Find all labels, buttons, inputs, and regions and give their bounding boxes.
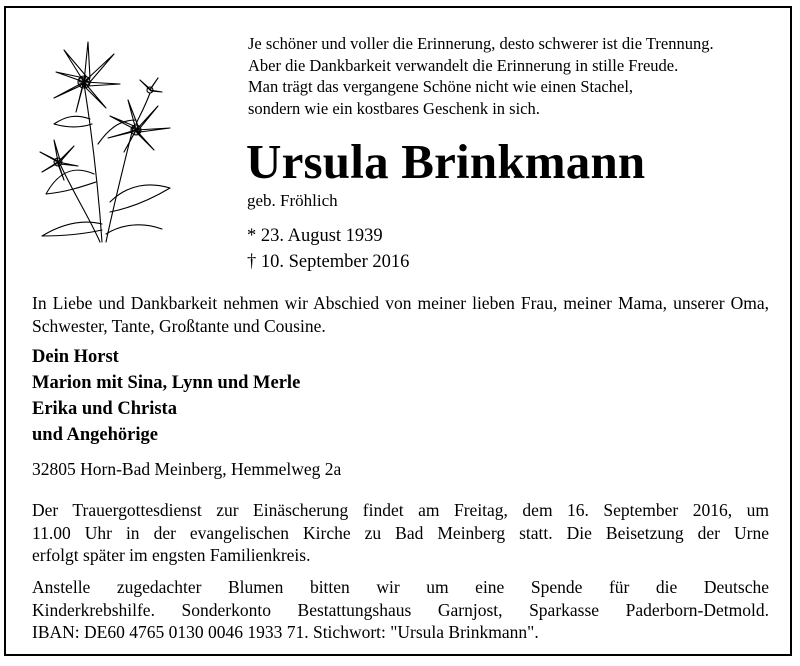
- deceased-name: Ursula Brinkmann: [246, 134, 646, 189]
- mourner: und Angehörige: [32, 425, 158, 445]
- donation-line: Kinderkrebshilfe. Sonderkonto Bestattungshaus Garnjost, Sparkasse Paderborn-Detmold.: [32, 599, 769, 620]
- mourner: Erika und Christa: [32, 399, 177, 419]
- memorial-quote: [248, 33, 788, 119]
- quote-line: Aber die Dankbarkeit verwandelt die Erinnerung in stille Freude.: [248, 55, 679, 75]
- death-date: † 10. September 2016: [247, 252, 410, 272]
- birth-date: * 23. August 1939: [247, 226, 383, 246]
- quote-line: sondern wie ein kostbares Geschenk in sich.: [248, 98, 540, 118]
- quote-line: Man trägt das vergangene Schöne nicht wie einen Stachel,: [248, 77, 634, 96]
- mourner: Dein Horst: [32, 347, 119, 367]
- service-line: erfolgt später im engsten Familienkreis.: [32, 545, 311, 565]
- donation-info: [32, 576, 769, 644]
- mourner: Marion mit Sina, Lynn und Merle: [32, 373, 301, 393]
- family-address: 32805 Horn-Bad Meinberg, Hemmelweg 2a: [32, 459, 342, 479]
- farewell-text: In Liebe und Dankbarkeit nehmen wir Abschied von meiner lieben Frau, meiner Mama, unserer Oma, Schwester, Tante, Großtante und Cousine.: [32, 293, 769, 336]
- service-line: 11.00 Uhr in der evangelischen Kirche zu Bad Meinberg statt. Die Beisetzung der Urne: [32, 522, 769, 543]
- edelweiss-icon: [32, 24, 182, 244]
- service-line: Der Trauergottesdienst zur Einäscherung findet am Freitag, dem 16. September 2016, um: [32, 500, 769, 520]
- donation-line: Anstelle zugedachter Blumen bitten wir um eine Spende für die Deutsche: [32, 577, 769, 597]
- mourners-list: [32, 344, 300, 448]
- donation-line: IBAN: DE60 4765 0130 0046 1933 71. Stichwort: "Ursula Brinkmann".: [32, 622, 539, 642]
- birth-name: geb. Fröhlich: [247, 191, 338, 210]
- quote-line: Je schöner und voller die Erinnerung, desto schwerer ist die Trennung.: [248, 34, 714, 53]
- service-info: [32, 499, 769, 567]
